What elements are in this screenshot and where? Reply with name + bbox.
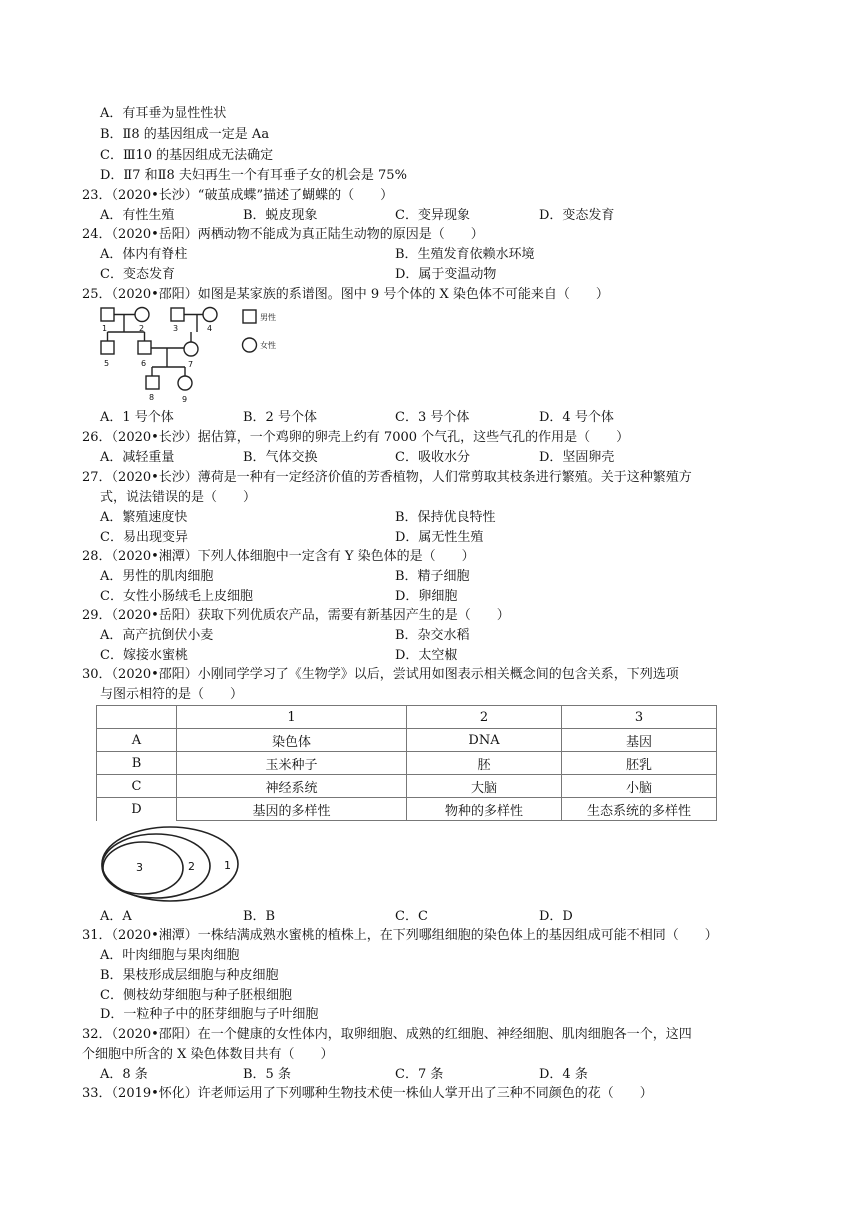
legend-male-label: 男性	[260, 313, 276, 322]
table-cell: 胚	[407, 752, 562, 775]
table-cell: 大脑	[407, 775, 562, 798]
q26-option-c: C．吸收水分	[395, 450, 470, 465]
q30-stem-line1: 30．（2020•邵阳）小刚同学学习了《生物学》以后，尝试用如图表示相关概念间的包含关系，下列选项	[82, 667, 679, 682]
q24-option-a: A．体内有脊柱	[100, 247, 188, 262]
q23-option-b: B．蜕皮现象	[243, 208, 318, 223]
q23-stem: 23．（2020•长沙）“破茧成蝶”描述了蝴蝶的（ ）	[82, 188, 394, 203]
table-cell: 染色体	[177, 729, 407, 752]
ellipse-label-1: 1	[224, 859, 231, 872]
q32-stem-line2: 个细胞中所含的 X 染色体数目共有（ ）	[82, 1047, 334, 1062]
pedigree-individual-3	[171, 308, 184, 321]
q30-options-table	[96, 705, 717, 821]
table-cell: 基因	[562, 729, 717, 752]
q30-stem-line2: 与图示相符的是（ ）	[100, 687, 244, 702]
q26-option-a: A．减轻重量	[100, 450, 175, 465]
q25-option-d: D．4 号个体	[539, 410, 614, 425]
q28-option-d: D．卵细胞	[395, 589, 458, 604]
table-header-cell	[97, 706, 177, 729]
pedigree-label-5: 5	[104, 359, 110, 368]
pedigree-individual-2	[135, 308, 149, 322]
q28-option-b: B．精子细胞	[395, 569, 470, 584]
table-cell: 玉米种子	[177, 752, 407, 775]
table-cell: A	[97, 729, 177, 752]
table-row	[97, 752, 717, 775]
table-cell: DNA	[407, 729, 562, 752]
table-cell: 胚乳	[562, 752, 717, 775]
q31-stem: 31．（2020•湘潭）一株结满成熟水蜜桃的植株上，在下列哪组细胞的染色体上的基因组成可能不相同（ ）	[82, 928, 718, 943]
table-cell: 物种的多样性	[407, 798, 562, 821]
option-c: C．Ⅲ10 的基因组成无法确定	[100, 148, 274, 163]
legend-female-label: 女性	[260, 341, 276, 350]
q26-option-b: B．气体交换	[243, 450, 318, 465]
q25-stem: 25．（2020•邵阳）如图是某家族的系谱图。图中 9 号个体的 X 染色体不可能来自（ ）	[82, 287, 609, 302]
pedigree-individual-9	[178, 376, 192, 390]
q25-option-c: C．3 号个体	[395, 410, 470, 425]
q27-option-a: A．繁殖速度快	[100, 510, 188, 525]
pedigree-label-2: 2	[139, 324, 145, 333]
pedigree-label-8: 8	[149, 393, 155, 402]
table-header-cell: 2	[407, 706, 562, 729]
pedigree-individual-8	[146, 376, 159, 389]
q27-option-b: B．保持优良特性	[395, 510, 496, 525]
q32-stem-line1: 32．（2020•邵阳）在一个健康的女性体内，取卵细胞、成熟的红细胞、神经细胞、肌肉细胞各一个，这四	[82, 1027, 692, 1042]
q31-option-d: D．一粒种子中的胚芽细胞与子叶细胞	[100, 1007, 319, 1022]
q28-option-c: C．女性小肠绒毛上皮细胞	[100, 589, 253, 604]
q30-option-b: B．B	[243, 909, 276, 924]
table-cell: D	[97, 798, 177, 821]
pedigree-label-4: 4	[207, 324, 213, 333]
q31-option-a: A．叶肉细胞与果肉细胞	[100, 948, 240, 963]
q29-option-b: B．杂交水稻	[395, 628, 470, 643]
q30-option-c: C．C	[395, 909, 428, 924]
ellipse-label-2: 2	[188, 860, 195, 873]
legend-female-symbol	[243, 338, 257, 352]
q24-option-d: D．属于变温动物	[395, 267, 497, 282]
q24-stem: 24．（2020•岳阳）两栖动物不能成为真正陆生动物的原因是（ ）	[82, 227, 484, 242]
q23-option-c: C．变异现象	[395, 208, 470, 223]
pedigree-label-1: 1	[102, 324, 108, 333]
table-row	[97, 798, 717, 821]
pedigree-label-3: 3	[173, 324, 179, 333]
q27-stem-line1: 27．（2020•长沙）薄荷是一种有一定经济价值的芳香植物，人们常剪取其枝条进行繁殖。关于这种繁殖方	[82, 470, 692, 485]
pedigree-label-6: 6	[141, 359, 147, 368]
option-d: D．Ⅱ7 和Ⅱ8 夫妇再生一个有耳垂子女的机会是 75%	[100, 168, 407, 183]
table-cell: 神经系统	[177, 775, 407, 798]
q25-option-a: A．1 号个体	[100, 410, 174, 425]
table-row	[97, 775, 717, 798]
q27-option-d: D．属无性生殖	[395, 530, 484, 545]
table-header-cell: 3	[562, 706, 717, 729]
table-header-cell: 1	[177, 706, 407, 729]
table-cell: B	[97, 752, 177, 775]
nested-ellipses-diagram	[98, 823, 248, 905]
q32-option-b: B．5 条	[243, 1067, 291, 1082]
q32-option-c: C．7 条	[395, 1067, 444, 1082]
pedigree-individual-1	[101, 308, 114, 321]
q29-option-a: A．高产抗倒伏小麦	[100, 628, 214, 643]
table-cell: 小脑	[562, 775, 717, 798]
q28-option-a: A．男性的肌肉细胞	[100, 569, 214, 584]
q23-option-a: A．有性生殖	[100, 208, 175, 223]
pedigree-label-7: 7	[188, 360, 194, 369]
table-header-row	[97, 706, 717, 729]
q31-option-c: C．侧枝幼芽细胞与种子胚根细胞	[100, 988, 292, 1003]
q29-stem: 29．（2020•岳阳）获取下列优质农产品，需要有新基因产生的是（ ）	[82, 608, 510, 623]
q27-stem-line2: 式，说法错误的是（ ）	[100, 490, 257, 505]
q29-option-d: D．太空椒	[395, 648, 458, 663]
q28-stem: 28．（2020•湘潭）下列人体细胞中一定含有 Y 染色体的是（ ）	[82, 549, 475, 564]
q33-stem: 33．（2019•怀化）许老师运用了下列哪种生物技术使一株仙人掌开出了三种不同颜色的花（ ）	[82, 1086, 653, 1101]
ellipse-label-3: 3	[136, 861, 143, 874]
table-cell: 基因的多样性	[177, 798, 407, 821]
ellipse-3	[103, 842, 183, 894]
q32-option-a: A．8 条	[100, 1067, 148, 1082]
q24-option-b: B．生殖发育依赖水环境	[395, 247, 535, 262]
q26-option-d: D．坚固卵壳	[539, 450, 615, 465]
pedigree-individual-7	[184, 342, 198, 356]
option-b: B．Ⅱ8 的基因组成一定是 Aa	[100, 127, 270, 142]
q23-option-d: D．变态发育	[539, 208, 615, 223]
table-row	[97, 729, 717, 752]
pedigree-individual-5	[101, 341, 114, 354]
pedigree-individual-4	[203, 308, 217, 322]
q25-option-b: B．2 号个体	[243, 410, 317, 425]
table-cell: C	[97, 775, 177, 798]
pedigree-individual-6	[138, 341, 151, 354]
q30-option-d: D．D	[539, 909, 573, 924]
q31-option-b: B．果枝形成层细胞与种皮细胞	[100, 968, 279, 983]
pedigree-label-9: 9	[182, 395, 188, 404]
q29-option-c: C．嫁接水蜜桃	[100, 648, 188, 663]
option-a: A．有耳垂为显性性状	[100, 106, 227, 121]
q27-option-c: C．易出现变异	[100, 530, 188, 545]
legend-male-symbol	[243, 310, 256, 323]
q30-option-a: A．A	[100, 909, 132, 924]
q24-option-c: C．变态发育	[100, 267, 175, 282]
q32-option-d: D．4 条	[539, 1067, 588, 1082]
q26-stem: 26．（2020•长沙）据估算，一个鸡卵的卵壳上约有 7000 个气孔，这些气孔的作用是（ ）	[82, 430, 630, 445]
table-cell: 生态系统的多样性	[562, 798, 717, 821]
pedigree-diagram	[95, 304, 295, 408]
